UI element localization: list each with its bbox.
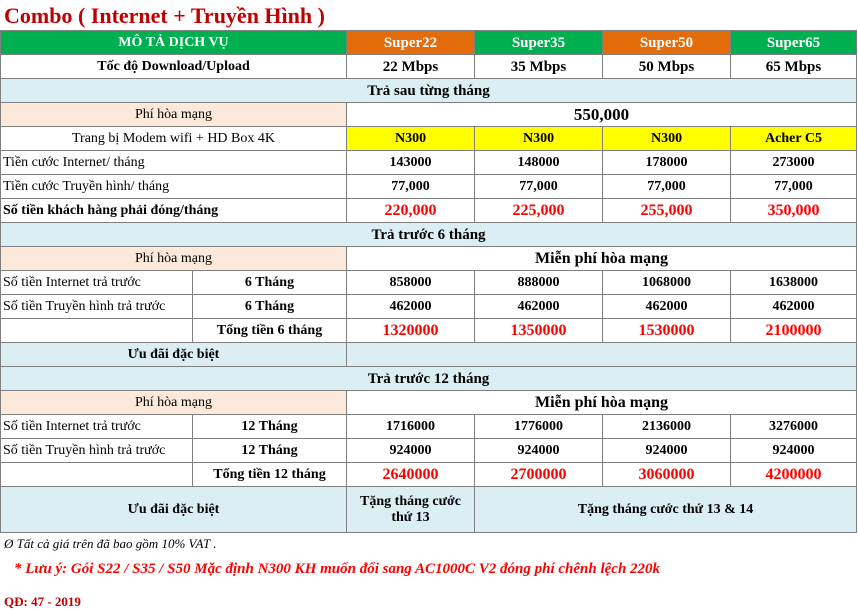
promo-first: Tặng tháng cước thứ 13 xyxy=(347,487,475,533)
internet-prepaid-value: 858000 xyxy=(347,271,475,295)
fee-label: Phí hòa mạng xyxy=(1,391,347,415)
tv-fee-value: 77,000 xyxy=(603,175,731,199)
prepaid6-internet-row xyxy=(1,271,857,295)
section-postpaid xyxy=(1,79,857,103)
section-title: Trả sau từng tháng xyxy=(1,79,857,103)
fee-label: Phí hòa mạng xyxy=(1,247,347,271)
page-title: Combo ( Internet + Truyền Hình ) xyxy=(4,3,325,28)
prepaid6-tv-row xyxy=(1,295,857,319)
prepaid6-total-row xyxy=(1,319,857,343)
internet-prepaid-value: 1638000 xyxy=(731,271,857,295)
internet-fee-value: 143000 xyxy=(347,151,475,175)
tv-prepaid-label: Số tiền Truyền hình trả trước xyxy=(1,295,193,319)
tv-prepaid-value: 924000 xyxy=(475,439,603,463)
internet-fee-value: 273000 xyxy=(731,151,857,175)
modem-value: N300 xyxy=(347,127,475,151)
header-row xyxy=(1,31,857,55)
monthly-total-value: 350,000 xyxy=(731,199,857,223)
internet-prepaid-label: Số tiền Internet trả trước xyxy=(1,271,193,295)
internet-prepaid-value: 1776000 xyxy=(475,415,603,439)
tv-fee-value: 77,000 xyxy=(731,175,857,199)
internet-fee-row xyxy=(1,151,857,175)
tv-fee-value: 77,000 xyxy=(347,175,475,199)
fee-value: 550,000 xyxy=(347,103,857,127)
speed-row xyxy=(1,55,857,79)
total-value: 2640000 xyxy=(347,463,475,487)
monthly-total-value: 220,000 xyxy=(347,199,475,223)
internet-prepaid-value: 888000 xyxy=(475,271,603,295)
modem-label: Trang bị Modem wifi + HD Box 4K xyxy=(1,127,347,151)
prepaid12-promo-row xyxy=(1,487,857,533)
fee-value: Miễn phí hòa mạng xyxy=(347,247,857,271)
internet-prepaid-value: 1716000 xyxy=(347,415,475,439)
promo-label: Ưu đãi đặc biệt xyxy=(1,343,347,367)
modem-value: Acher C5 xyxy=(731,127,857,151)
tv-prepaid-value: 462000 xyxy=(603,295,731,319)
speed-value: 65 Mbps xyxy=(731,55,857,79)
monthly-total-label: Số tiền khách hàng phải đóng/tháng xyxy=(1,199,347,223)
total-value: 1320000 xyxy=(347,319,475,343)
decision-number: QĐ: 47 - 2019 xyxy=(4,594,81,609)
total-value: 4200000 xyxy=(731,463,857,487)
tv-prepaid-value: 924000 xyxy=(347,439,475,463)
prepaid12-fee-row xyxy=(1,391,857,415)
fee-label: Phí hòa mạng xyxy=(1,103,347,127)
prepaid6-fee-row xyxy=(1,247,857,271)
section-title: Trả trước 6 tháng xyxy=(1,223,857,247)
internet-fee-label: Tiền cước Internet/ tháng xyxy=(1,151,347,175)
speed-label: Tốc độ Download/Upload xyxy=(1,55,347,79)
period: 6 Tháng xyxy=(193,295,347,319)
tv-prepaid-value: 924000 xyxy=(731,439,857,463)
promo-value xyxy=(347,343,857,367)
plan-super35: Super35 xyxy=(475,31,603,55)
total-value: 2700000 xyxy=(475,463,603,487)
tv-prepaid-value: 462000 xyxy=(347,295,475,319)
prepaid12-internet-row xyxy=(1,415,857,439)
fee-value: Miễn phí hòa mạng xyxy=(347,391,857,415)
internet-prepaid-value: 1068000 xyxy=(603,271,731,295)
internet-fee-value: 148000 xyxy=(475,151,603,175)
tv-prepaid-value: 462000 xyxy=(475,295,603,319)
tv-prepaid-label: Số tiền Truyền hình trả trước xyxy=(1,439,193,463)
internet-prepaid-value: 3276000 xyxy=(731,415,857,439)
promo-label: Ưu đãi đặc biệt xyxy=(1,487,347,533)
monthly-total-value: 255,000 xyxy=(603,199,731,223)
plan-super65: Super65 xyxy=(731,31,857,55)
tv-prepaid-value: 462000 xyxy=(731,295,857,319)
tv-fee-label: Tiền cước Truyền hình/ tháng xyxy=(1,175,347,199)
plan-super22: Super22 xyxy=(347,31,475,55)
section-prepaid12 xyxy=(1,367,857,391)
tv-prepaid-value: 924000 xyxy=(603,439,731,463)
total-value: 2100000 xyxy=(731,319,857,343)
total-label: Tổng tiền 6 tháng xyxy=(193,319,347,343)
prepaid12-total-row xyxy=(1,463,857,487)
red-note: * Lưu ý: Gói S22 / S35 / S50 Mặc định N300 KH muốn đổi sang AC1000C V2 đóng phí chênh lệch 220k xyxy=(14,561,661,577)
period: 12 Tháng xyxy=(193,439,347,463)
speed-value: 50 Mbps xyxy=(603,55,731,79)
prepaid12-tv-row xyxy=(1,439,857,463)
desc-header: MÔ TẢ DỊCH VỤ xyxy=(1,31,347,55)
section-prepaid6 xyxy=(1,223,857,247)
postpaid-fee-row xyxy=(1,103,857,127)
total-value: 1530000 xyxy=(603,319,731,343)
modem-row xyxy=(1,127,857,151)
price-table xyxy=(0,30,857,533)
section-title: Trả trước 12 tháng xyxy=(1,367,857,391)
tv-fee-value: 77,000 xyxy=(475,175,603,199)
plan-super50: Super50 xyxy=(603,31,731,55)
modem-value: N300 xyxy=(603,127,731,151)
total-value: 3060000 xyxy=(603,463,731,487)
modem-value: N300 xyxy=(475,127,603,151)
empty-cell xyxy=(1,463,193,487)
monthly-total-row xyxy=(1,199,857,223)
total-value: 1350000 xyxy=(475,319,603,343)
speed-value: 22 Mbps xyxy=(347,55,475,79)
tv-fee-row xyxy=(1,175,857,199)
promo-rest: Tặng tháng cước thứ 13 & 14 xyxy=(475,487,857,533)
internet-prepaid-value: 2136000 xyxy=(603,415,731,439)
total-label: Tổng tiền 12 tháng xyxy=(193,463,347,487)
monthly-total-value: 225,000 xyxy=(475,199,603,223)
empty-cell xyxy=(1,319,193,343)
internet-prepaid-label: Số tiền Internet trả trước xyxy=(1,415,193,439)
internet-fee-value: 178000 xyxy=(603,151,731,175)
vat-note: Ø Tất cả giá trên đã bao gồm 10% VAT . xyxy=(4,536,217,551)
period: 12 Tháng xyxy=(193,415,347,439)
speed-value: 35 Mbps xyxy=(475,55,603,79)
period: 6 Tháng xyxy=(193,271,347,295)
prepaid6-promo-row xyxy=(1,343,857,367)
